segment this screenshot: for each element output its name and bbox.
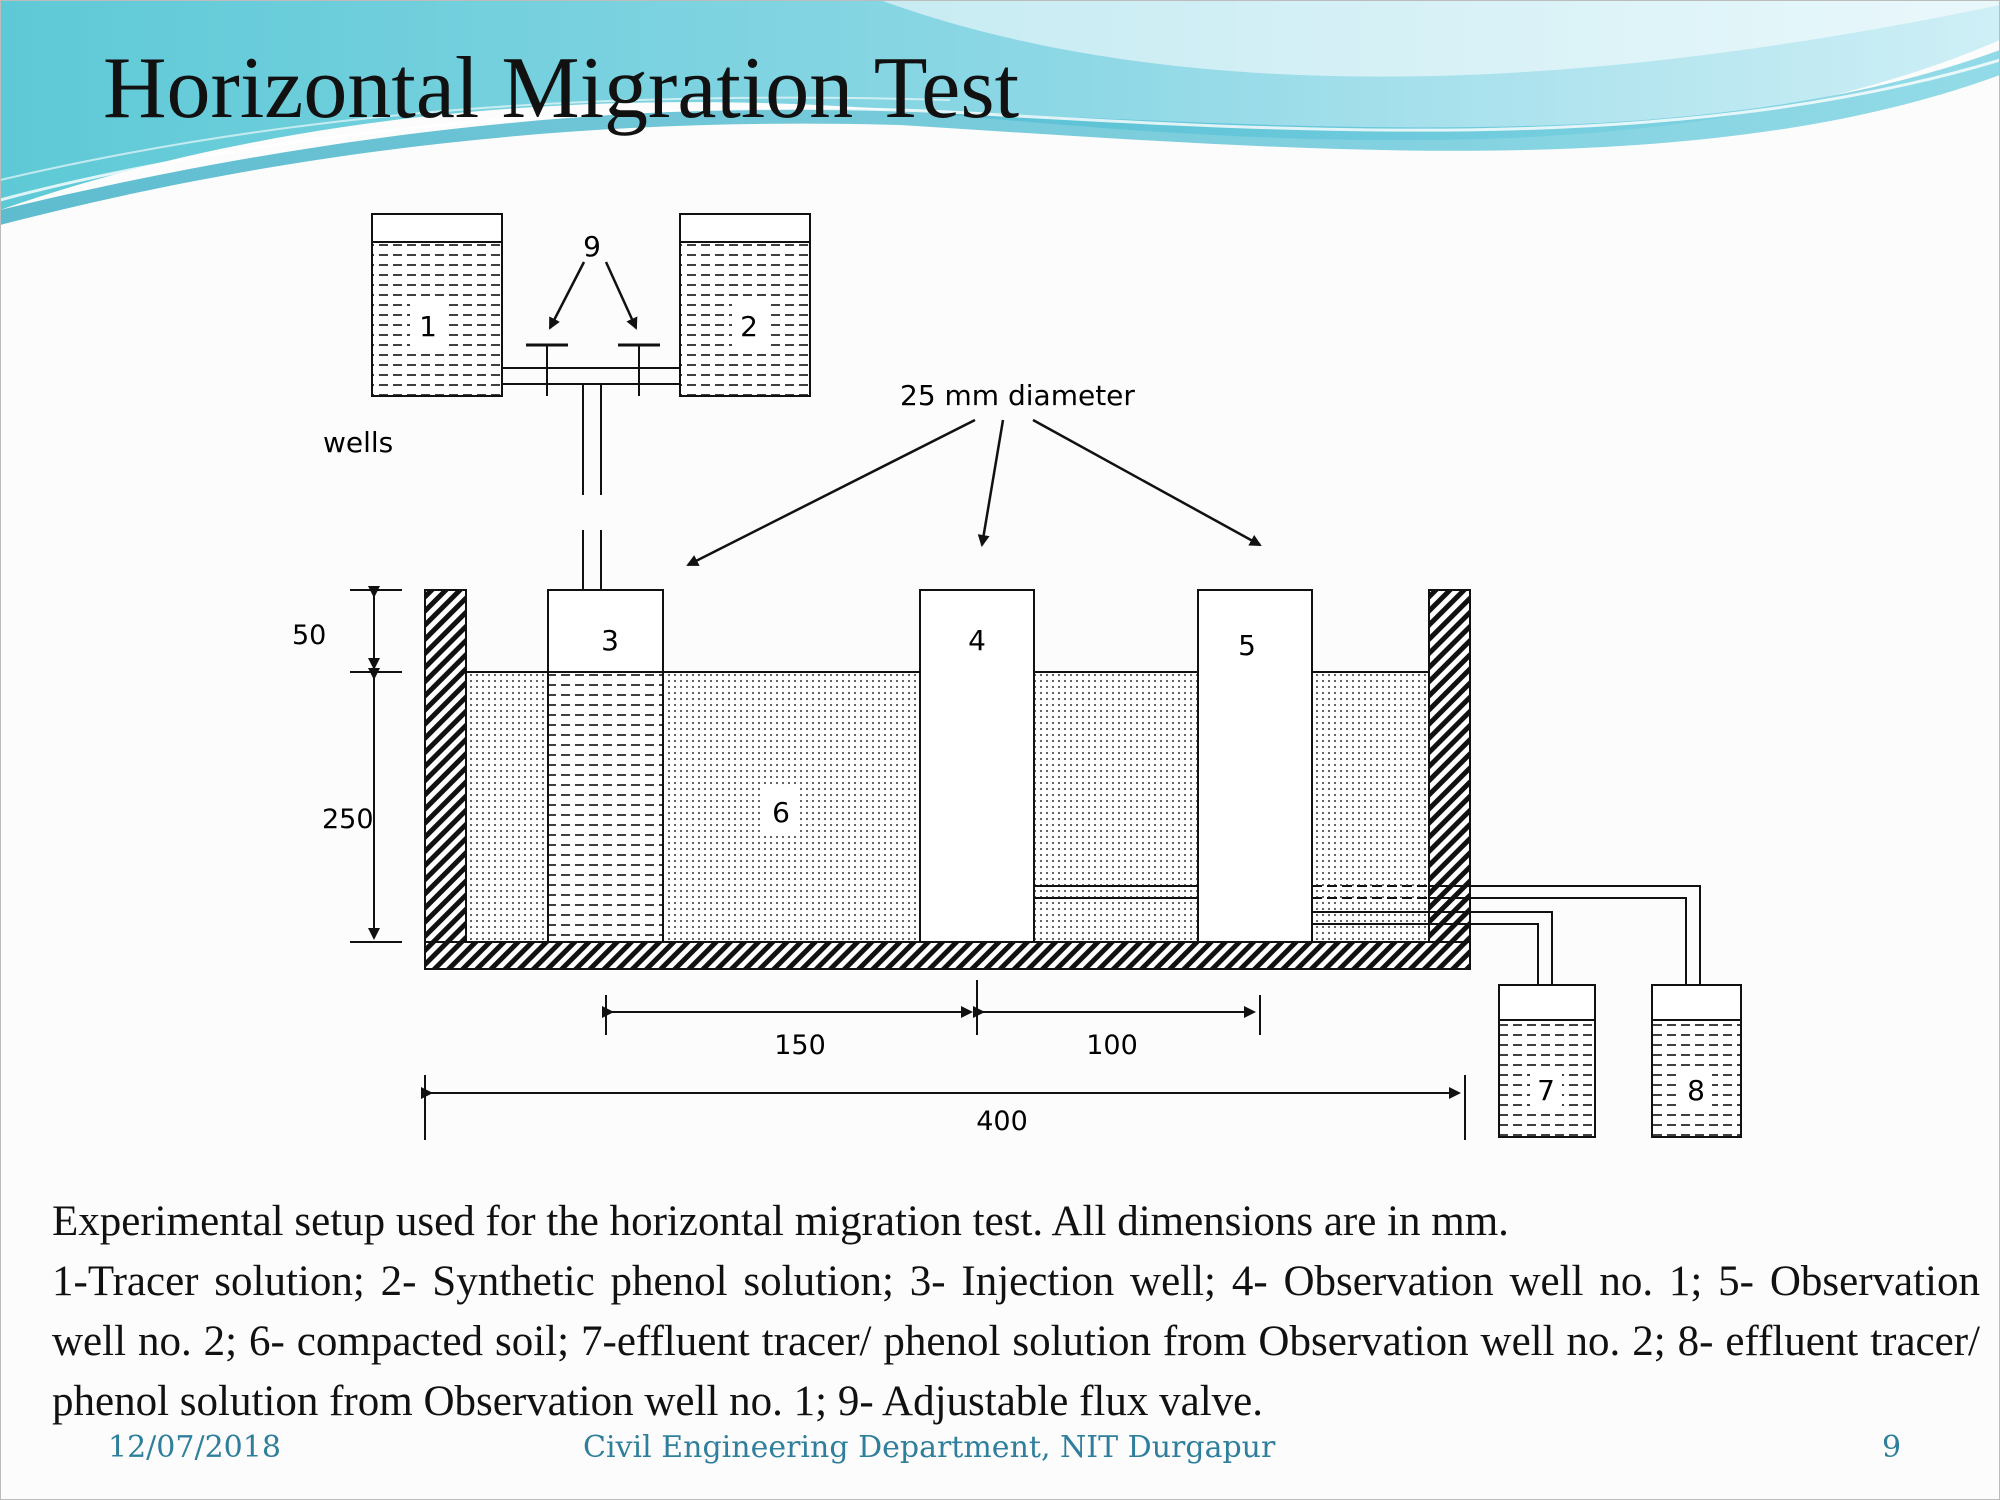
label-3: 3: [601, 624, 619, 657]
label-6: 6: [772, 796, 790, 829]
footer-date: 12/07/2018: [108, 1430, 281, 1465]
dim-250: 250: [322, 804, 374, 835]
slide-title: Horizontal Migration Test: [103, 40, 1020, 137]
diameter-label: 25 mm diameter: [900, 379, 1135, 412]
caption-legend: 1-Tracer solution; 2- Synthetic phenol solution; 3- Injection well; 4- Observation well no. 1; 5- Observation well no. 2; 6- compacted soil; 7-effluent tracer/ phenol solution from Observation well no. 2; 8- effluent tracer/ phenol solution from Observation well no. 1; 9- Adjustable flux valve.: [52, 1258, 1980, 1425]
dim-100: 100: [1086, 1030, 1138, 1061]
caption-line-1: Experimental setup used for the horizontal migration test. All dimensions are in mm.: [52, 1198, 1509, 1245]
dim-150: 150: [774, 1030, 826, 1061]
wells-label: wells: [323, 426, 394, 459]
label-9: 9: [583, 230, 601, 263]
label-4: 4: [968, 624, 986, 657]
label-2: 2: [740, 310, 758, 343]
label-7: 7: [1537, 1074, 1555, 1107]
label-8: 8: [1687, 1074, 1705, 1107]
dim-400: 400: [976, 1106, 1028, 1137]
label-5: 5: [1238, 629, 1256, 662]
label-1: 1: [419, 310, 437, 343]
footer-department: Civil Engineering Department, NIT Durgapur: [583, 1430, 1276, 1465]
footer-slide-number: 9: [1882, 1430, 1902, 1465]
dim-50: 50: [292, 620, 327, 651]
